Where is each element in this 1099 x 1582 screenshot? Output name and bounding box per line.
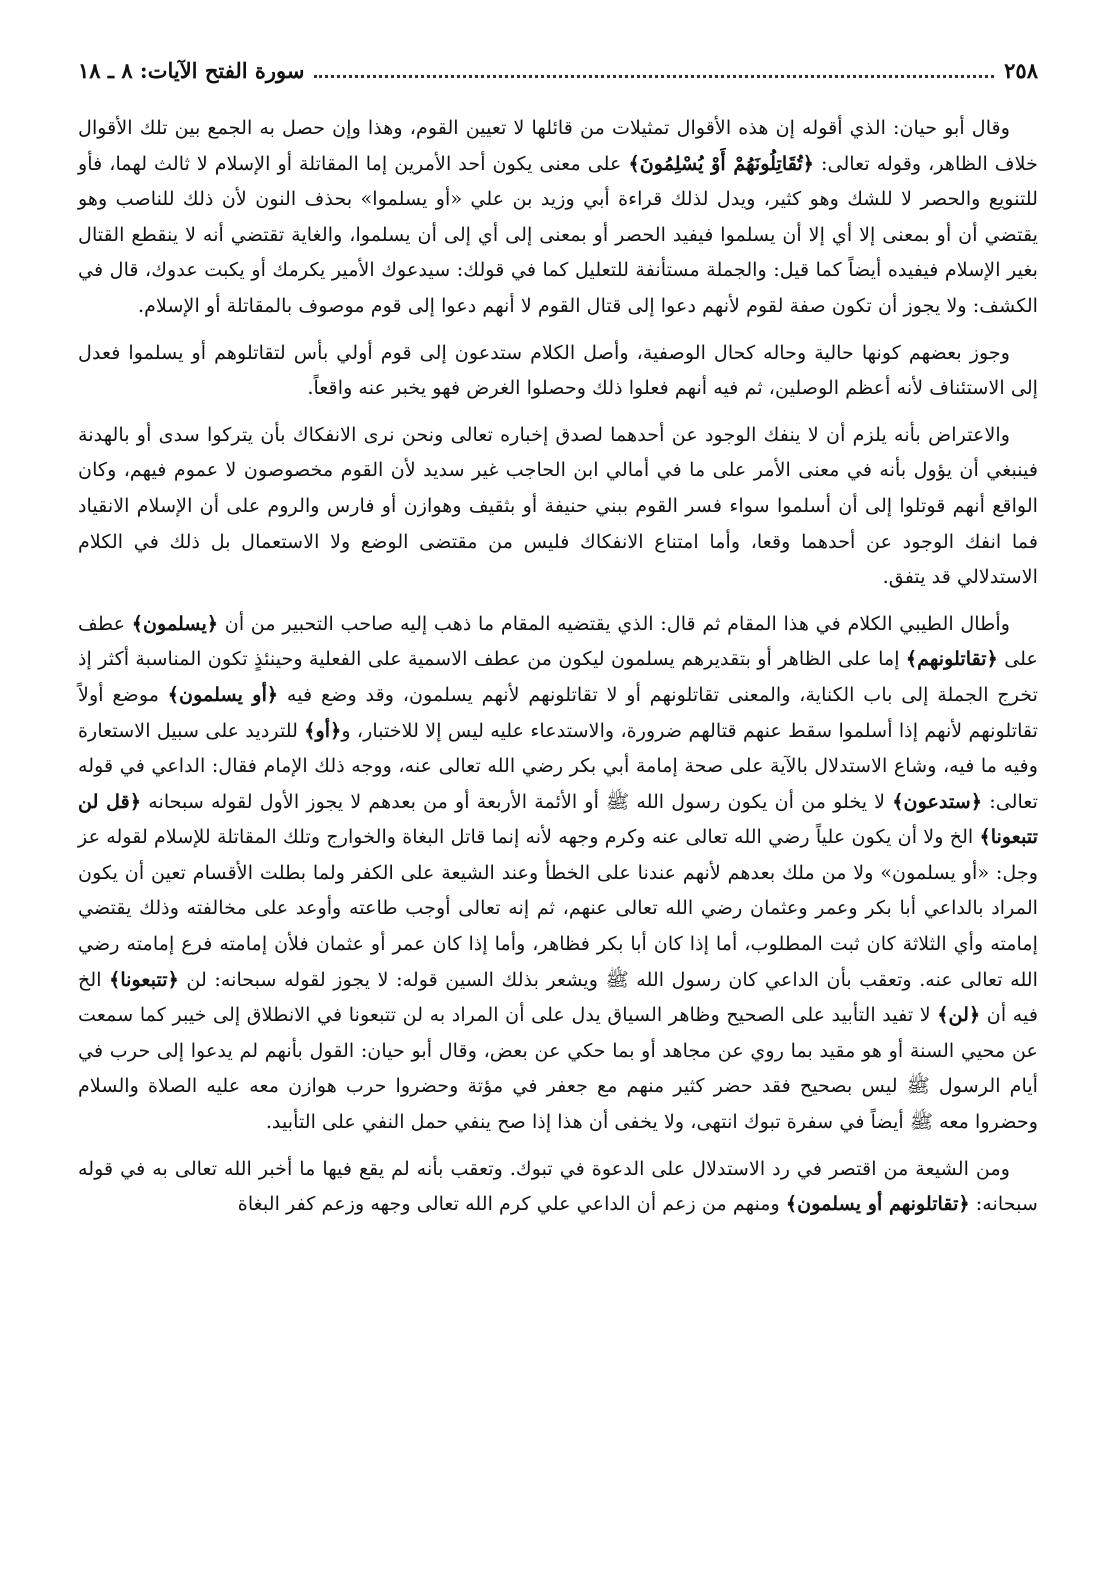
paragraph-text: وجوز بعضهم كونها حالية وحاله كحال الوصفية، وأصل الكلام ستدعون إلى قوم أولي بأس لتقاتلوهم أو يسلموا فعدل إلى الاستئناف لأنه أعظم الوصلين، ثم فيه أنهم فعلوا ذلك وحصلوا الغرض فهو يخبر عنه واقعاً. <box>78 340 1038 400</box>
running-header <box>78 58 1038 98</box>
paragraph <box>78 110 1038 324</box>
book-page <box>78 58 1038 1233</box>
paragraph-text: للترديد على سبيل الاستعارة وفيه ما فيه، وشاع الاستدلال بالآية على صحة إمامة أبي بكر رضي الله تعالى عنه، ووجه ذلك الإمام فقال: الداعي في قوله تعالى: <box>78 718 1038 813</box>
paragraph <box>78 606 1038 1140</box>
quran-quote: ﴿تُقَاتِلُونَهُمْ أَوْ يُسْلِمُونَ﴾ <box>628 151 815 175</box>
quran-quote: ﴿تقاتلونهم أو يسلمون﴾ <box>785 1192 970 1216</box>
paragraph-text: والاعتراض بأنه يلزم أن لا ينفك الوجود عن أحدهما لصدق إخباره تعالى ونحن نرى الانفكاك بأن يتركوا سدى أو بالهدنة فينبغي أن يؤول بأنه في معنى الأمر على ما في أمالي ابن الحاجب غير سديد لأن القوم مخصوصون لا عموم فيهم، وكان الواقع أنهم قوتلوا إلى أن أسلموا سواء فسر القوم ببني حنيفة أو بثقيف وهوازن أو فارس والروم على أن الإسلام الانقياد فما انفك الوجود عن أحدهما وقعا، وأما امتناع الانفكاك فليس من مقتضى الوضع ولا الاستعمال بل ذلك في الكلام الاستدلالي قد يتفق. <box>78 422 1038 589</box>
quran-quote: ﴿تتبعونا﴾ <box>109 967 179 991</box>
surah-title: سورة الفتح الآيات: ٨ ـ ١٨ <box>78 58 305 83</box>
quran-quote: ﴿ستدعون﴾ <box>892 789 983 813</box>
paragraph <box>78 335 1038 406</box>
paragraph-text: موضع أولاً تقاتلونهم لأنهم إذا أسلموا سقط عنهم قتالهم ضرورة، والاستدعاء عليه ليس إلا للاختبار، و <box>78 682 1038 742</box>
paragraph-text: إما على الظاهر أو بتقديرهم يسلمون ليكون من عطف الاسمية على الفعلية وحينئذٍ تكون المناسبة أكثر إذ تخرج الجملة إلى باب الكناية، والمعنى تقاتلونهم أو لا تقاتلونهم لأنهم يسلمون، وقد وضع فيه <box>78 647 1039 706</box>
paragraph-text: الخ فيه أن <box>78 967 1038 1027</box>
paragraph-text: وقال أبو حيان: الذي أقوله إن هذه الأقوال تمثيلات من قائلها لا تعيين القوم، وهذا وإن حصل به الجمع بين تلك الأقوال خلاف الظاهر، وقوله تعالى: <box>78 116 1038 175</box>
quran-quote: ﴿قل لن تتبعونا﴾ <box>78 789 1038 849</box>
quran-quote: ﴿يسلمون﴾ <box>131 611 219 635</box>
paragraph-text: ومنهم من زعم أن الداعي علي كرم الله تعالى وجهه وزعم كفر البغاة <box>237 1192 786 1216</box>
body-text <box>78 110 1038 1222</box>
paragraph-text: لا تفيد التأبيد على الصحيح وظاهر السياق يدل على أن المراد به لن تتبعونا في الانطلاق إلى خيبر كما سمعت عن محيي السنة أو هو مقيد بما روي عن مجاهد أو بما حكي عن بعض، وقال أبو حيان: القول بأنهم لم يدعوا إلى حرب في أيام الرسول ﷺ ليس بصحيح فقد حضر كثير منهم مع جعفر في مؤتة وحضروا حرب هوازن معه عليه الصلاة والسلام وحضروا معه ﷺ أيضاً في سفرة تبوك انتهى، ولا يخفى أن هذا إذا صح ينفي حمل النفي على التأبيد. <box>78 1003 1038 1134</box>
paragraph <box>78 1151 1038 1222</box>
quran-quote: ﴿تقاتلونهم﴾ <box>905 647 998 671</box>
quran-quote: ﴿أو يسلمون﴾ <box>167 682 279 706</box>
quran-quote: ﴿أو﴾ <box>304 718 342 742</box>
quran-quote: ﴿لن﴾ <box>937 1003 981 1027</box>
page-number: ٢٥٨ <box>1004 58 1038 83</box>
paragraph-text: ومن الشيعة من اقتصر في رد الاستدلال على الدعوة في تبوك. وتعقب بأنه لم يقع فيها ما أخبر الله تعالى به في قوله سبحانه: <box>78 1156 1038 1216</box>
paragraph-text: لا يخلو من أن يكون رسول الله ﷺ أو الأئمة الأربعة أو من بعدهم لا يجوز الأول لقوله سبحانه <box>141 789 893 813</box>
paragraph-text: عطف على <box>78 611 1038 671</box>
paragraph-text: الخ ولا أن يكون علياً رضي الله تعالى عنه وكرم وجهه لأنه إنما قاتل البغاة والخوارج وتلك المقاتلة للإسلام لقوله عز وجل: «أو يسلمون» ولا من ملك بعدهم لأنهم عندنا على الخطأ وعند الشيعة على الكفر ولما بطلت الأقسام تعين أن يكون المراد بالداعي أبا بكر وعمر وعثمان رضي الله تعالى عنهم، ثم إنه تعالى أوجب طاعته وأوعد على مخالفته وذلك يقتضي إمامته وأي الثلاثة كان ثبت المطلوب، أما إذا كان أبا بكر فظاهر، وأما إذا كان عمر أو عثمان فلأن إمامته فرع إمامته رضي الله تعالى عنه. وتعقب بأن الداعي كان رسول الله ﷺ ويشعر بذلك السين قوله: لا يجوز لقوله سبحانه: لن <box>78 825 1038 991</box>
dotted-leader <box>314 75 994 78</box>
paragraph <box>78 417 1038 595</box>
paragraph-text: وأطال الطيبي الكلام في هذا المقام ثم قال: الذي يقتضيه المقام ما ذهب إليه صاحب التحبير من أن <box>218 611 1010 635</box>
paragraph-text: على معنى يكون أحد الأمرين إما المقاتلة أو الإسلام لا ثالث لهما، فأو للتنويع والحصر لا للشك وهو كثير، ويدل لذلك قراءة أبي وزيد بن علي «أو يسلموا» بحذف النون لأن ذلك للناصب وهو يقتضي أن أو بمعنى إلا أي إلا أن يسلموا فيفيد الحصر أو بمعنى إلى أي إلى أن يسلموا، والغاية تقتضي أنه لا ينقطع القتال بغير الإسلام فيفيده أيضاً كما قيل: والجملة مستأنفة للتعليل كما في قولك: سيدعوك الأمير يكرمك أو يكبت عدوك، قال في الكشف: ولا يجوز أن تكون صفة لقوم لأنهم دعوا إلى قتال القوم لا أنهم دعوا إلى قوم موصوف بالمقاتلة أو الإسلام. <box>78 151 1038 317</box>
